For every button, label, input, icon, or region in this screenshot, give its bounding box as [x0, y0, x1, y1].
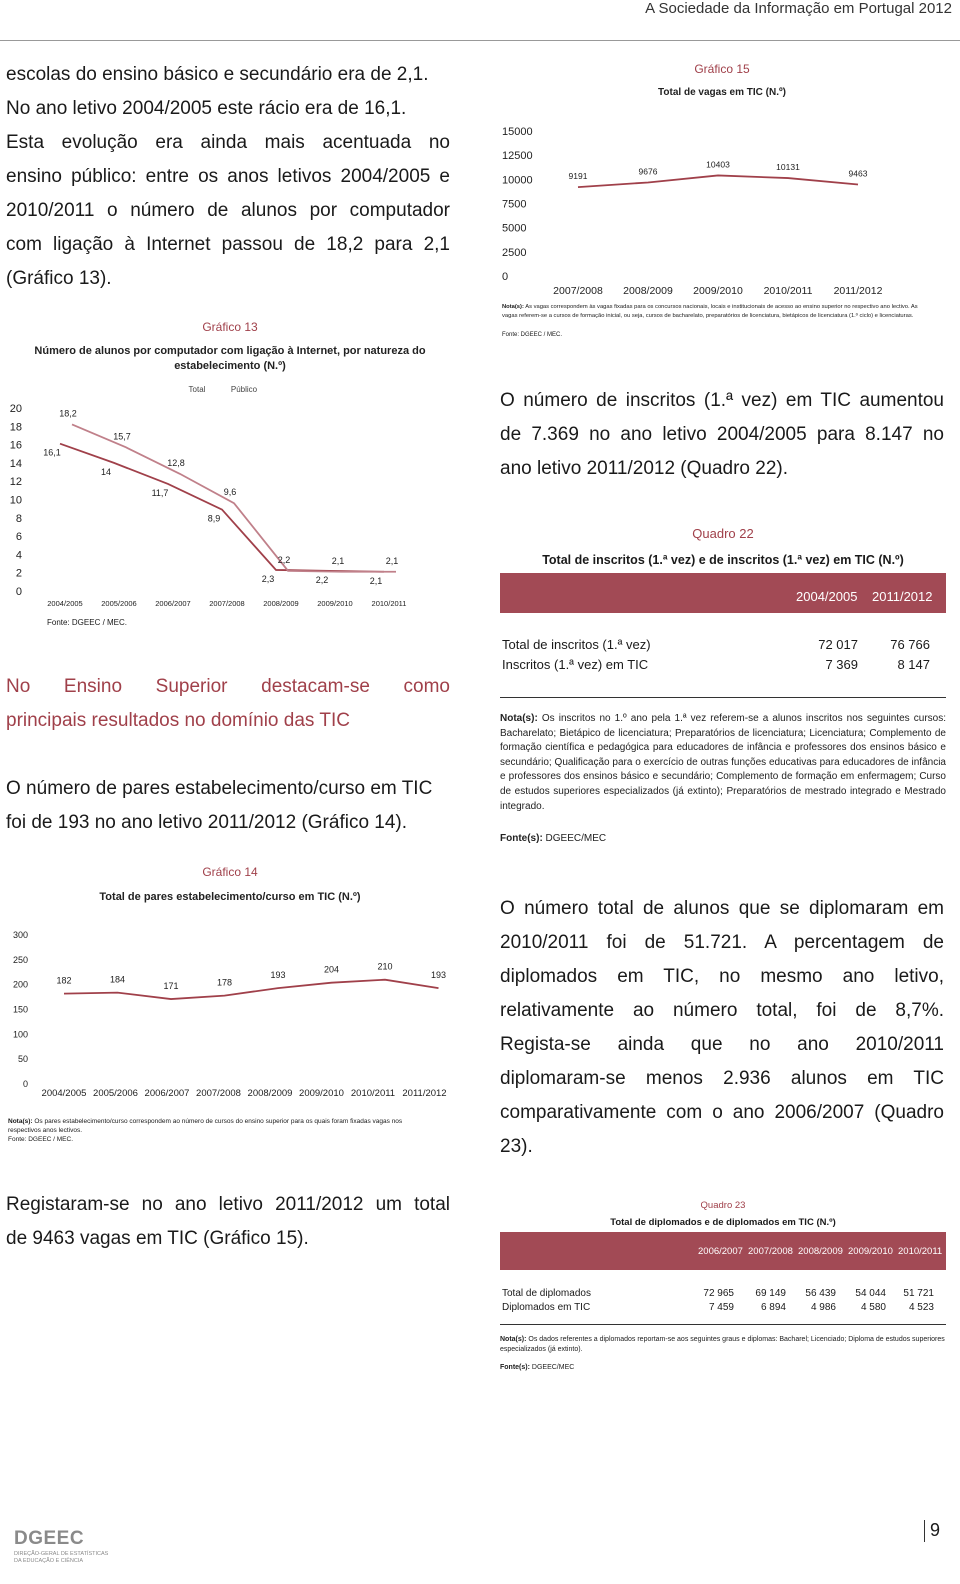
x-tick-label: 2009/2010 — [693, 285, 743, 297]
x-tick-label: 2004/2005 — [47, 599, 83, 608]
text-line: O número de inscritos (1.ª vez) em TIC aumentou — [500, 390, 944, 411]
dgeec-logo — [14, 1528, 108, 1565]
data-label: 9,6 — [223, 487, 237, 498]
text-line: Regista-se ainda que no ano 2010/2011 — [500, 1034, 944, 1055]
chart-title: Total de pares estabelecimento/curso em TIC (N.º) — [99, 891, 361, 903]
logo-subtitle — [14, 1551, 108, 1565]
table-label: Quadro 23 — [700, 1200, 746, 1211]
data-label: 9676 — [638, 166, 658, 177]
note-text: As vagas correspondem às vagas fixadas para os concursos nacionais, locais e institucionais de acesso ao ensino superior no respectivo ano lectivo. As vagas referem-se a cursos de formação inicial, ou seja, cursos de bacharelato, preparatórios de licenciatura, bietápicos de licenciatura (1.º ciclo) e licenciaturas. — [502, 304, 918, 319]
note-label: Nota(s): — [500, 1336, 527, 1343]
y-tick-label: 8 — [15, 512, 22, 525]
data-label: 2,1 — [385, 555, 399, 566]
column-header: 2010/2011 — [898, 1246, 943, 1257]
text-line: 23). — [500, 1136, 533, 1157]
y-tick-label: 4 — [15, 549, 22, 562]
data-label: 15,7 — [113, 431, 131, 442]
source-label: Fonte(s): — [500, 1364, 530, 1371]
note-text: Os dados referentes a diplomados reportam-se aos seguintes graus e diplomas: Bacharel; Licenciado; Diploma de estudos superiores especializados (já extinto). — [500, 1336, 945, 1353]
inscritos-paragraph — [500, 384, 944, 486]
chart-source: Fonte: DGEEC / MEC. — [47, 618, 128, 627]
data-label: 12,8 — [167, 457, 185, 468]
chart-label: Gráfico 14 — [202, 865, 258, 879]
note-label: Nota(s): — [500, 713, 538, 724]
column-header: 2009/2010 — [848, 1246, 893, 1257]
y-tick-label: 10000 — [502, 174, 533, 187]
series-line — [72, 424, 396, 571]
y-tick-label: 200 — [12, 979, 28, 990]
table-source — [500, 832, 946, 846]
series-line — [60, 444, 384, 572]
column-header: 2008/2009 — [798, 1246, 843, 1257]
text-line: (Gráfico 13). — [6, 268, 112, 289]
cell-value: 4 523 — [908, 1302, 934, 1313]
table-rule — [500, 697, 946, 698]
y-tick-label: 6 — [15, 531, 22, 544]
x-tick-label: 2006/2007 — [155, 599, 191, 608]
chart-svg — [0, 316, 460, 634]
note-text: Os inscritos no 1.º ano pela 1.ª vez referem-se a alunos inscritos nos seguintes cursos: Bacharelato; Bietápico de licenciatura; Preparatórios de licenciatura; Licenciatura; Complemento de formação científica e pedagógica para educadores de infância e professores dos ensinos básico e secundário; Qualificação para o exercício de outras funções educativas para educadores de infância e professores dos ensinos básico e secundário; Complemento de formação em enfermagem; Curso de estudos superiores especializados (já extinto); Preparatórios de mestrado integrado e Mestrado integrado. — [500, 713, 946, 812]
column-header: 2004/2005 — [796, 589, 858, 604]
header-rule — [0, 40, 960, 41]
source-text: DGEEC/MEC — [529, 1364, 575, 1371]
note-text: Os pares estabelecimento/curso correspondem ao número de cursos do ensino superior para os quais foram fixadas vagas nos respectivos anos lectivos. — [8, 1118, 403, 1134]
x-tick-label: 2007/2008 — [553, 285, 603, 297]
text-line: No ano letivo 2004/2005 este rácio era de 16,1. — [6, 98, 407, 119]
text-line: de 9463 vagas em TIC (Gráfico 15). — [6, 1228, 309, 1249]
text-line: comparativamente com o ano 2006/2007 (Quadro — [500, 1102, 944, 1123]
table-source — [500, 1361, 946, 1375]
chart-source: Fonte: DGEEC / MEC. — [502, 332, 563, 338]
x-tick-label: 2006/2007 — [144, 1088, 190, 1099]
grafico-13 — [0, 316, 460, 634]
x-tick-label: 2004/2005 — [41, 1088, 87, 1099]
y-tick-label: 2500 — [502, 246, 527, 259]
y-tick-label: 20 — [9, 403, 22, 415]
data-label: 9463 — [848, 168, 868, 179]
data-label: 16,1 — [43, 447, 61, 458]
data-label: 184 — [109, 974, 126, 985]
text-line: ensino público: entre os anos letivos 2004/2005 e — [6, 166, 450, 187]
cell-value: 8 147 — [897, 657, 930, 672]
y-tick-label: 12 — [9, 476, 22, 489]
chart-note — [502, 303, 922, 320]
chart-svg — [0, 860, 460, 1150]
heading-line: principais resultados no domínio das TIC — [6, 710, 350, 731]
data-label: 10131 — [776, 162, 800, 173]
y-tick-label: 250 — [12, 954, 28, 965]
text-line: com ligação à Internet passou de 18,2 para 2,1 — [6, 234, 450, 255]
y-tick-label: 7500 — [502, 198, 527, 211]
data-label: 2,1 — [331, 555, 345, 566]
y-tick-label: 0 — [502, 271, 509, 283]
text-line: O número total de alunos que se diplomaram em — [500, 898, 944, 919]
row-label: Inscritos (1.ª vez) em TIC — [502, 657, 649, 672]
data-label: 2,1 — [369, 575, 383, 586]
row-label: Total de inscritos (1.ª vez) — [502, 637, 651, 652]
data-label: 204 — [323, 964, 340, 975]
series-line — [578, 175, 858, 187]
data-label: 10403 — [706, 159, 730, 170]
data-label: 2,2 — [277, 554, 291, 565]
y-tick-label: 150 — [12, 1004, 28, 1015]
text-line: Registaram-se no ano letivo 2011/2012 um total — [6, 1194, 450, 1215]
data-label: 14 — [100, 466, 112, 477]
diplomados-paragraph — [500, 892, 944, 1164]
grafico-14 — [0, 860, 460, 1150]
data-label: 182 — [56, 975, 72, 986]
y-tick-label: 5000 — [502, 222, 527, 235]
data-label: 2,3 — [261, 573, 275, 584]
text-line: relativamente ao número total, foi de 8,7%. — [500, 1000, 944, 1021]
data-label: 193 — [270, 970, 286, 981]
y-tick-label: 15000 — [502, 126, 533, 138]
cell-value: 69 149 — [755, 1288, 786, 1299]
cell-value: 76 766 — [890, 637, 930, 652]
x-tick-label: 2008/2009 — [247, 1088, 293, 1099]
legend-label: Público — [230, 385, 258, 394]
text-line: ano letivo 2011/2012 (Quadro 22). — [500, 458, 789, 479]
data-label: 193 — [430, 970, 447, 981]
chart-title: Total de vagas em TIC (N.º) — [658, 87, 786, 98]
cell-value: 54 044 — [855, 1288, 886, 1299]
chart-title-line: estabelecimento (N.º) — [174, 360, 286, 372]
cell-value: 4 986 — [810, 1302, 836, 1313]
page-number-rule — [924, 1520, 925, 1542]
cell-value: 56 439 — [805, 1288, 836, 1299]
x-tick-label: 2011/2012 — [833, 285, 883, 297]
cell-value: 7 369 — [825, 657, 858, 672]
note-label: Nota(s): — [8, 1118, 33, 1125]
table-note — [500, 1335, 946, 1355]
row-label: Diplomados em TIC — [502, 1302, 591, 1313]
x-tick-label: 2007/2008 — [209, 599, 245, 608]
vagas-paragraph — [6, 1188, 450, 1256]
x-tick-label: 2010/2011 — [371, 599, 407, 608]
x-tick-label: 2009/2010 — [317, 599, 353, 608]
source-label: Fonte(s): — [500, 833, 543, 845]
x-tick-label: 2008/2009 — [263, 599, 299, 608]
data-label: 11,7 — [151, 487, 169, 498]
y-tick-label: 16 — [9, 439, 22, 452]
section-heading — [6, 670, 450, 738]
y-tick-label: 2 — [15, 567, 22, 580]
x-tick-label: 2010/2011 — [763, 285, 813, 297]
x-tick-label: 2008/2009 — [623, 285, 673, 297]
chart-note — [8, 1117, 428, 1135]
text-line: diplomaram-se menos 2.936 alunos em TIC — [500, 1068, 944, 1089]
chart-label: Gráfico 13 — [202, 320, 258, 334]
chart-label: Gráfico 15 — [694, 62, 750, 76]
y-tick-label: 0 — [15, 586, 22, 598]
cell-value: 4 580 — [860, 1302, 886, 1313]
y-tick-label: 50 — [17, 1054, 28, 1065]
y-tick-label: 18 — [9, 421, 22, 434]
data-label: 171 — [163, 981, 179, 992]
note-label: Nota(s): — [502, 304, 524, 310]
text-line: diplomados em TIC, no mesmo ano letivo, — [500, 966, 944, 987]
x-tick-label: 2011/2012 — [402, 1088, 447, 1099]
table-label: Quadro 22 — [692, 526, 754, 541]
text-line: escolas do ensino básico e secundário era de 2,1. — [6, 64, 429, 85]
table-body — [500, 1270, 946, 1316]
y-tick-label: 100 — [12, 1029, 28, 1040]
pares-paragraph — [6, 772, 450, 840]
running-header: A Sociedade da Informação em Portugal 2012 — [645, 0, 952, 17]
chart-title-line: Número de alunos por computador com ligação à Internet, por natureza do — [34, 345, 426, 357]
y-tick-label: 14 — [9, 457, 22, 470]
column-header: 2011/2012 — [872, 589, 933, 604]
cell-value: 72 017 — [818, 637, 858, 652]
x-tick-label: 2010/2011 — [350, 1088, 396, 1099]
y-tick-label: 0 — [22, 1079, 28, 1089]
y-tick-label: 10 — [9, 494, 22, 507]
quadro-22 — [500, 526, 946, 846]
x-tick-label: 2009/2010 — [299, 1088, 344, 1099]
page-number: 9 — [930, 1520, 941, 1540]
chart-source: Fonte: DGEEC / MEC. — [8, 1136, 74, 1143]
y-tick-label: 12500 — [502, 150, 533, 163]
data-label: 2,2 — [315, 574, 329, 585]
text-line: Esta evolução era ainda mais acentuada no — [6, 132, 450, 153]
text-line: 2010/2011 foi de 51.721. A percentagem de — [500, 932, 944, 953]
data-label: 210 — [377, 961, 393, 972]
text-line: O número de pares estabelecimento/curso em TIC — [6, 778, 433, 799]
quadro-23 — [500, 1200, 946, 1375]
logo-subtitle-line: DA EDUCAÇÃO E CIÊNCIA — [14, 1558, 84, 1564]
text-line: foi de 193 no ano letivo 2011/2012 (Gráfico 14). — [6, 812, 408, 833]
data-label: 18,2 — [59, 408, 77, 419]
x-tick-label: 2005/2006 — [93, 1088, 138, 1099]
x-tick-label: 2005/2006 — [101, 599, 137, 608]
table-header — [500, 1232, 946, 1270]
intro-paragraph — [6, 58, 450, 296]
cell-value: 7 459 — [708, 1302, 734, 1313]
y-tick-label: 300 — [12, 930, 28, 940]
source-text: DGEEC/MEC — [542, 833, 607, 845]
cell-value: 6 894 — [760, 1302, 786, 1313]
logo-subtitle-line: DIREÇÃO-GERAL DE ESTATÍSTICAS — [14, 1551, 109, 1557]
table-title: Total de diplomados e de diplomados em TIC (N.º) — [610, 1217, 836, 1228]
data-label: 8,9 — [207, 513, 221, 524]
table-title: Total de inscritos (1.ª vez) e de inscritos (1.ª vez) em TIC (N.º) — [542, 553, 904, 567]
legend-label: Total — [188, 385, 206, 394]
grafico-15 — [492, 56, 952, 346]
data-label: 9191 — [568, 171, 588, 182]
column-header: 2006/2007 — [698, 1246, 743, 1257]
table-header — [500, 573, 946, 613]
table-note — [500, 712, 946, 814]
data-label: 178 — [216, 977, 233, 988]
table-rule — [500, 1324, 946, 1325]
row-label: Total de diplomados — [502, 1288, 591, 1299]
text-line: 2010/2011 o número de alunos por computador — [6, 200, 450, 221]
x-tick-label: 2007/2008 — [196, 1088, 241, 1099]
cell-value: 51 721 — [903, 1288, 934, 1299]
logo-text: DGEEC — [14, 1528, 85, 1549]
text-line: de 7.369 no ano letivo 2004/2005 para 8.147 no — [500, 424, 944, 445]
heading-line: No Ensino Superior destacam-se como — [6, 676, 450, 697]
table-body — [500, 613, 946, 677]
column-header: 2007/2008 — [748, 1246, 793, 1257]
cell-value: 72 965 — [703, 1288, 734, 1299]
